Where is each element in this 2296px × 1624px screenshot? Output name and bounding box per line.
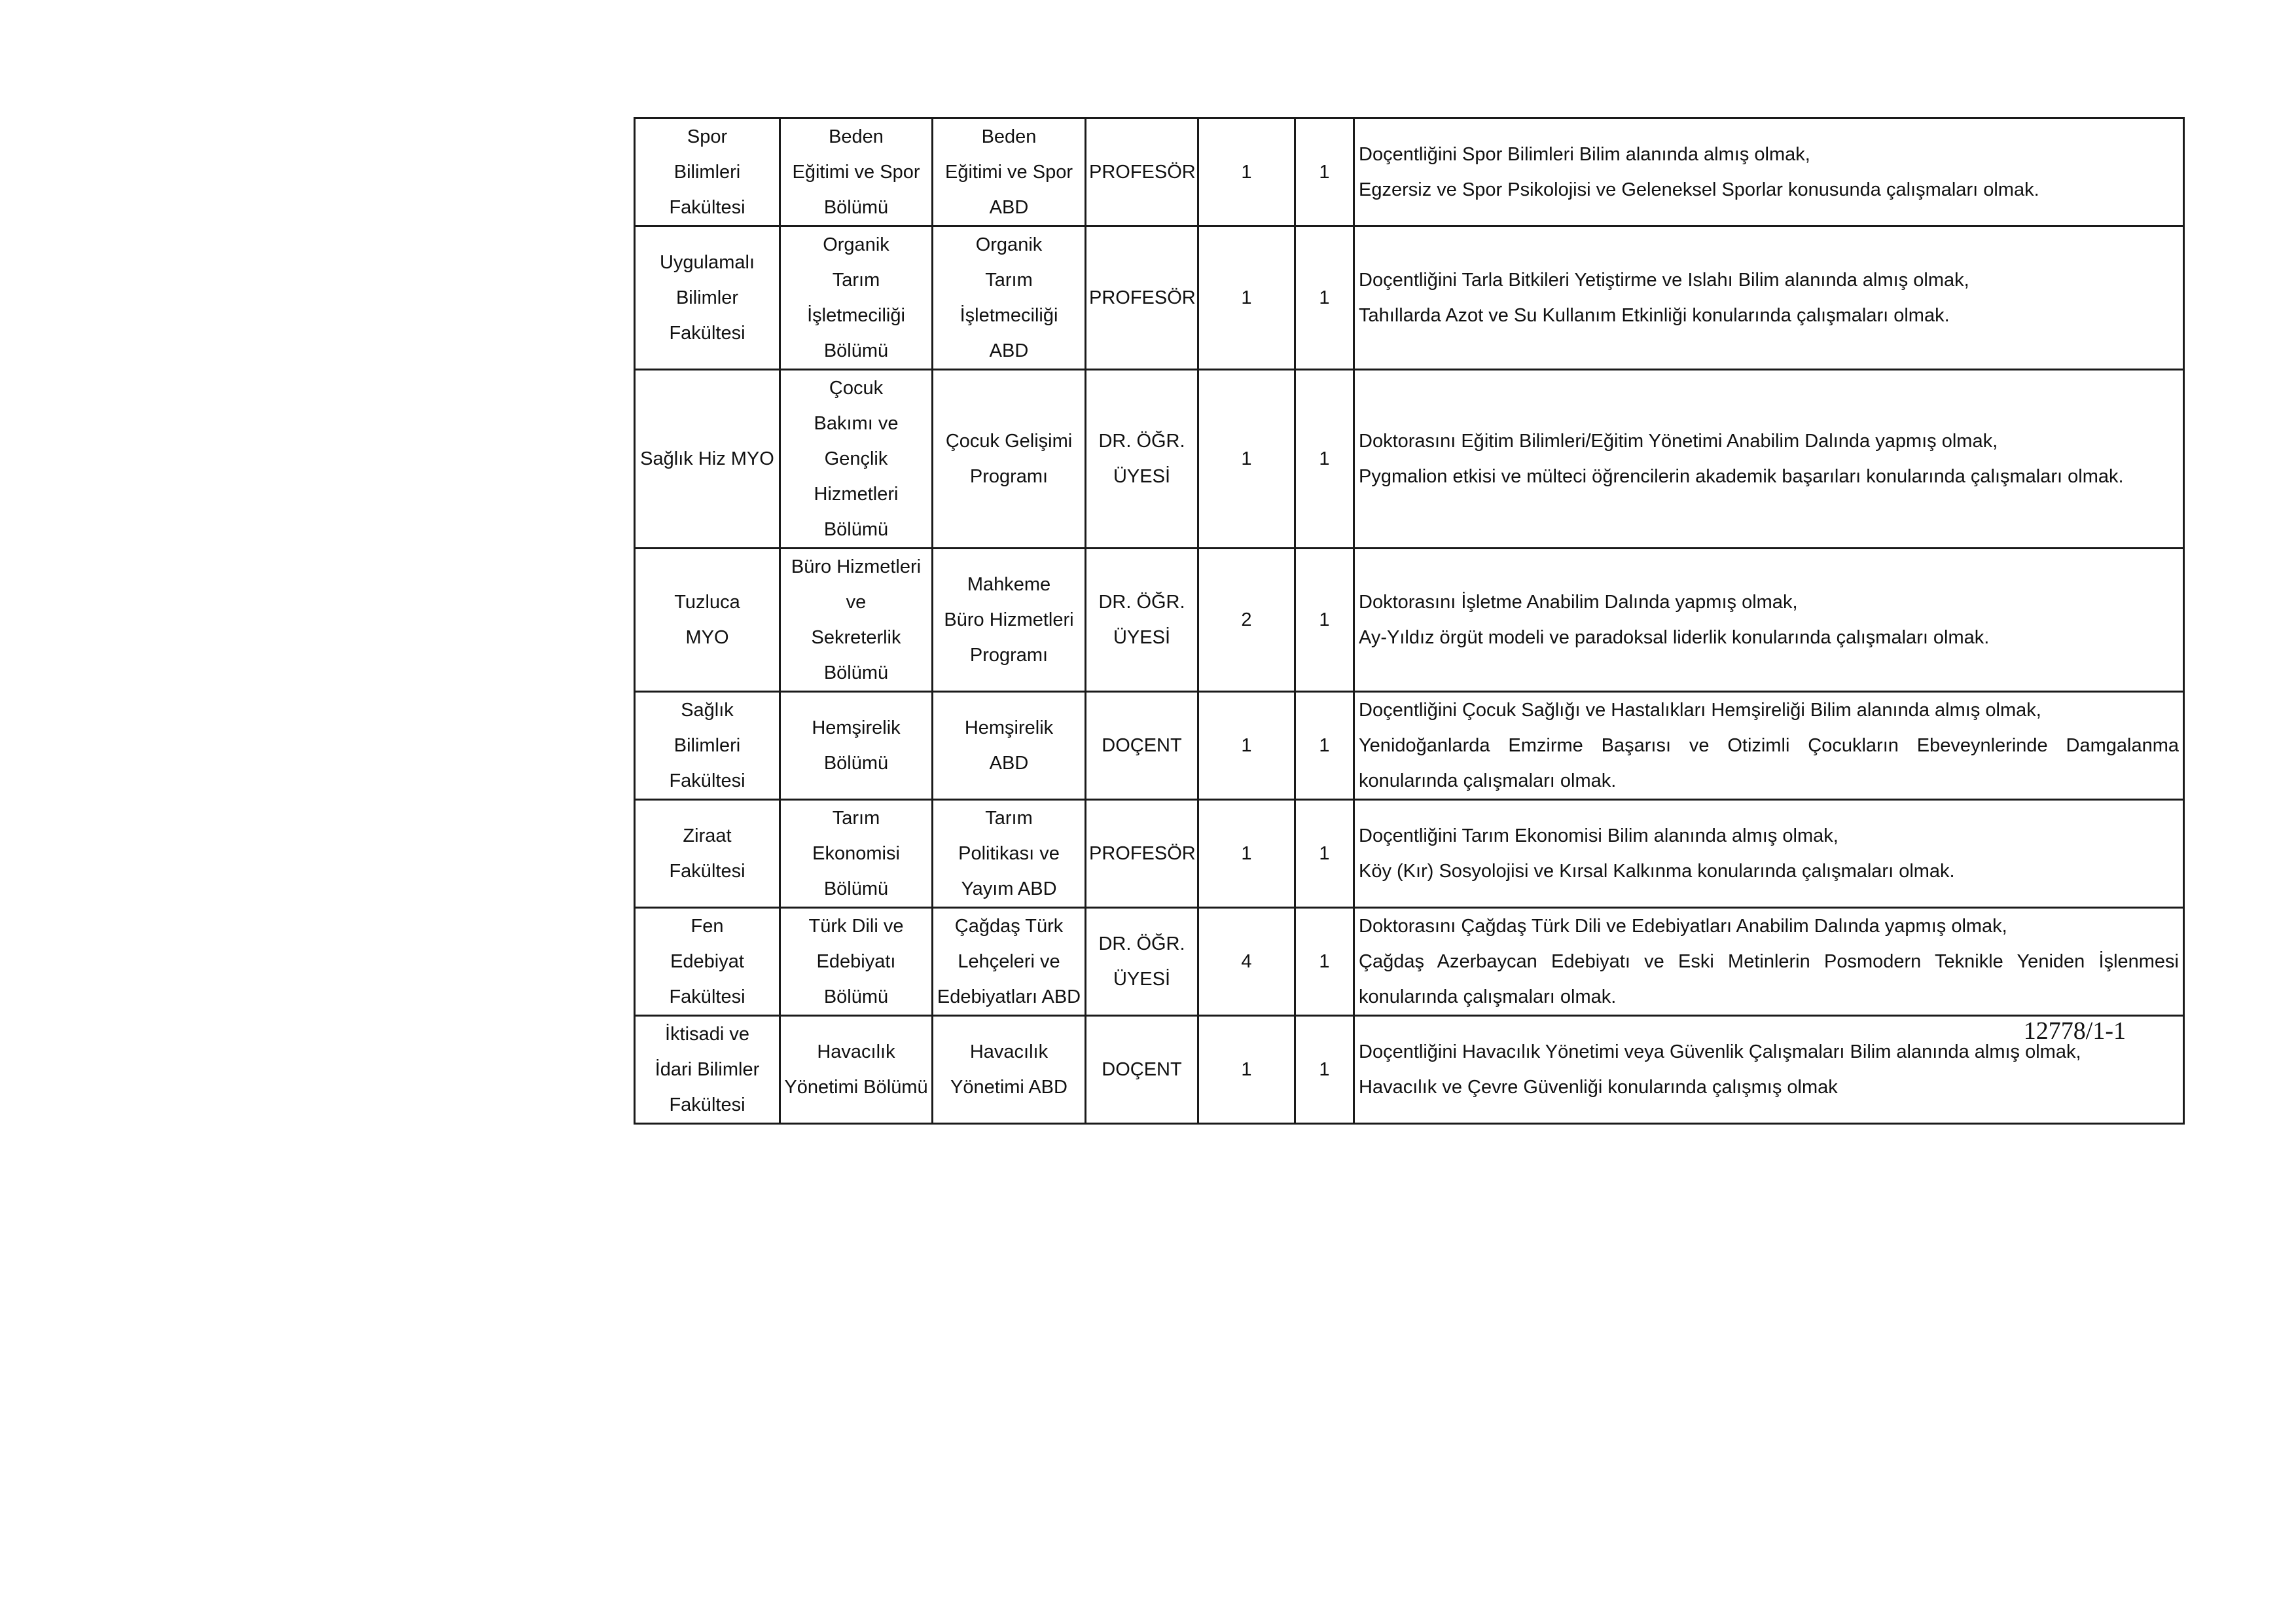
staff-degree-cell-text: 1 bbox=[1241, 735, 1252, 756]
table-row bbox=[635, 226, 2184, 370]
requirement-line: Doktorasını Çağdaş Türk Dili ve Edebiyatları Anabilim Dalında yapmış olmak, bbox=[1359, 916, 2007, 937]
table-row bbox=[635, 908, 2184, 1016]
title-cell bbox=[1086, 370, 1198, 549]
faculty-cell-text: Fen Edebiyat Fakültesi bbox=[669, 916, 745, 1007]
requirements-cell bbox=[1354, 692, 2184, 800]
staff-degree-cell-text: 2 bbox=[1241, 609, 1252, 630]
requirement-line: Pygmalion etkisi ve mülteci öğrencilerin akademik başarıları konularında çalışmaları olmak. bbox=[1359, 466, 2124, 487]
faculty-cell bbox=[635, 370, 780, 549]
division-cell-text: Organik Tarım İşletmeciliği ABD bbox=[960, 234, 1058, 361]
requirement-line: Doçentliğini Tarla Bitkileri Yetiştirme ve Islahı Bilim alanında almış olmak, bbox=[1359, 270, 1969, 291]
staff-degree-cell-text: 1 bbox=[1241, 1059, 1252, 1080]
title-cell bbox=[1086, 549, 1198, 692]
faculty-cell-text: Spor Bilimleri Fakültesi bbox=[669, 126, 745, 218]
staff-degree-cell bbox=[1198, 118, 1295, 226]
department-cell bbox=[780, 549, 933, 692]
department-cell-text: Büro Hizmetleri ve Sekreterlik Bölümü bbox=[791, 556, 922, 683]
requirement-line: Doçentliğini Havacılık Yönetimi veya Güvenlik Çalışmaları Bilim alanında almış olmak, bbox=[1359, 1041, 2081, 1062]
requirement-line: Çağdaş Azerbaycan Edebiyatı ve Eski Metinlerin Posmodern Teknikle Yeniden İşlenmesi konularında çalışmaları olmak. bbox=[1359, 951, 2179, 1007]
table-row bbox=[635, 800, 2184, 908]
title-cell bbox=[1086, 692, 1198, 800]
department-cell-text: Organik Tarım İşletmeciliği Bölümü bbox=[807, 234, 905, 361]
division-cell bbox=[933, 226, 1086, 370]
faculty-cell bbox=[635, 800, 780, 908]
staff-degree-cell bbox=[1198, 549, 1295, 692]
requirement-line: Doktorasını İşletme Anabilim Dalında yapmış olmak, bbox=[1359, 592, 1798, 613]
title-cell-text: DR. ÖĞR. ÜYESİ bbox=[1098, 431, 1185, 487]
division-cell-text: Tarım Politikası ve Yayım ABD bbox=[958, 808, 1060, 899]
faculty-cell-text: İktisadi ve İdari Bilimler Fakültesi bbox=[655, 1024, 760, 1115]
count-cell-text: 1 bbox=[1319, 735, 1330, 756]
requirements-cell bbox=[1354, 908, 2184, 1016]
requirement-line: Köy (Kır) Sosyolojisi ve Kırsal Kalkınma konularında çalışmaları olmak. bbox=[1359, 861, 1955, 882]
requirement-line: Tahıllarda Azot ve Su Kullanım Etkinliği konularında çalışmaları olmak. bbox=[1359, 305, 1950, 326]
faculty-cell-text: Ziraat Fakültesi bbox=[669, 825, 745, 882]
faculty-cell bbox=[635, 1016, 780, 1124]
requirements-cell bbox=[1354, 370, 2184, 549]
staff-degree-cell-text: 4 bbox=[1241, 951, 1252, 972]
count-cell bbox=[1295, 549, 1354, 692]
requirement-line: Havacılık ve Çevre Güvenliği konularında çalışmış olmak bbox=[1359, 1077, 1838, 1098]
positions-table bbox=[634, 117, 2185, 1125]
requirements-cell bbox=[1354, 800, 2184, 908]
faculty-cell-text: Sağlık Bilimleri Fakültesi bbox=[669, 700, 745, 791]
requirement-line: Doçentliğini Çocuk Sağlığı ve Hastalıkları Hemşireliği Bilim alanında almış olmak, bbox=[1359, 700, 2041, 721]
count-cell-text: 1 bbox=[1319, 287, 1330, 308]
requirements-cell bbox=[1354, 226, 2184, 370]
department-cell-text: Çocuk Bakımı ve Gençlik Hizmetleri Bölümü bbox=[814, 378, 899, 540]
staff-degree-cell-text: 1 bbox=[1241, 843, 1252, 864]
table-row bbox=[635, 1016, 2184, 1124]
faculty-cell-text: Sağlık Hiz MYO bbox=[640, 448, 774, 469]
faculty-cell-text: Uygulamalı Bilimler Fakültesi bbox=[659, 252, 755, 344]
division-cell bbox=[933, 370, 1086, 549]
department-cell bbox=[780, 1016, 933, 1124]
staff-degree-cell-text: 1 bbox=[1241, 162, 1252, 183]
department-cell-text: Beden Eğitimi ve Spor Bölümü bbox=[792, 126, 920, 218]
title-cell bbox=[1086, 226, 1198, 370]
faculty-cell bbox=[635, 549, 780, 692]
division-cell bbox=[933, 692, 1086, 800]
department-cell bbox=[780, 118, 933, 226]
staff-degree-cell bbox=[1198, 692, 1295, 800]
count-cell-text: 1 bbox=[1319, 843, 1330, 864]
faculty-cell bbox=[635, 118, 780, 226]
staff-degree-cell bbox=[1198, 370, 1295, 549]
division-cell bbox=[933, 549, 1086, 692]
division-cell-text: Çağdaş Türk Lehçeleri ve Edebiyatları ABD bbox=[937, 916, 1081, 1007]
department-cell bbox=[780, 370, 933, 549]
department-cell bbox=[780, 908, 933, 1016]
table-row bbox=[635, 118, 2184, 226]
division-cell-text: Beden Eğitimi ve Spor ABD bbox=[944, 126, 1073, 218]
count-cell bbox=[1295, 118, 1354, 226]
table-row bbox=[635, 549, 2184, 692]
title-cell-text: DR. ÖĞR. ÜYESİ bbox=[1098, 933, 1185, 990]
requirements-cell bbox=[1354, 118, 2184, 226]
division-cell-text: Mahkeme Büro Hizmetleri Programı bbox=[944, 574, 1074, 666]
count-cell-text: 1 bbox=[1319, 609, 1330, 630]
count-cell bbox=[1295, 226, 1354, 370]
count-cell bbox=[1295, 800, 1354, 908]
faculty-cell-text: Tuzluca MYO bbox=[674, 592, 740, 648]
division-cell-text: Hemşirelik ABD bbox=[964, 717, 1054, 774]
count-cell bbox=[1295, 1016, 1354, 1124]
division-cell bbox=[933, 118, 1086, 226]
department-cell bbox=[780, 226, 933, 370]
title-cell bbox=[1086, 118, 1198, 226]
department-cell-text: Tarım Ekonomisi Bölümü bbox=[812, 808, 900, 899]
title-cell bbox=[1086, 1016, 1198, 1124]
requirement-line: Ay-Yıldız örgüt modeli ve paradoksal liderlik konularında çalışmaları olmak. bbox=[1359, 627, 1990, 648]
division-cell-text: Havacılık Yönetimi ABD bbox=[950, 1041, 1067, 1098]
count-cell-text: 1 bbox=[1319, 1059, 1330, 1080]
table-row bbox=[635, 692, 2184, 800]
staff-degree-cell bbox=[1198, 908, 1295, 1016]
staff-degree-cell-text: 1 bbox=[1241, 448, 1252, 469]
title-cell-text: PROFESÖR bbox=[1089, 162, 1196, 183]
faculty-cell bbox=[635, 908, 780, 1016]
table-row bbox=[635, 370, 2184, 549]
staff-degree-cell-text: 1 bbox=[1241, 287, 1252, 308]
title-cell-text: PROFESÖR bbox=[1089, 287, 1196, 308]
division-cell bbox=[933, 1016, 1086, 1124]
requirements-cell bbox=[1354, 549, 2184, 692]
count-cell-text: 1 bbox=[1319, 162, 1330, 183]
title-cell-text: DOÇENT bbox=[1102, 1059, 1182, 1080]
department-cell bbox=[780, 692, 933, 800]
title-cell-text: PROFESÖR bbox=[1089, 843, 1196, 864]
title-cell bbox=[1086, 800, 1198, 908]
page-number: 12778/1-1 bbox=[2023, 1017, 2126, 1045]
count-cell-text: 1 bbox=[1319, 951, 1330, 972]
title-cell-text: DOÇENT bbox=[1102, 735, 1182, 756]
division-cell-text: Çocuk Gelişimi Programı bbox=[945, 431, 1073, 487]
division-cell bbox=[933, 908, 1086, 1016]
requirement-line: Doçentliğini Spor Bilimleri Bilim alanında almış olmak, bbox=[1359, 144, 1810, 165]
division-cell bbox=[933, 800, 1086, 908]
department-cell bbox=[780, 800, 933, 908]
faculty-cell bbox=[635, 692, 780, 800]
requirement-line: Doçentliğini Tarım Ekonomisi Bilim alanında almış olmak, bbox=[1359, 825, 1839, 846]
count-cell-text: 1 bbox=[1319, 448, 1330, 469]
requirement-line: Doktorasını Eğitim Bilimleri/Eğitim Yönetimi Anabilim Dalında yapmış olmak, bbox=[1359, 431, 1998, 452]
requirement-line: Egzersiz ve Spor Psikolojisi ve Geleneksel Sporlar konusunda çalışmaları olmak. bbox=[1359, 179, 2039, 200]
department-cell-text: Hemşirelik Bölümü bbox=[812, 717, 901, 774]
count-cell bbox=[1295, 908, 1354, 1016]
count-cell bbox=[1295, 692, 1354, 800]
title-cell bbox=[1086, 908, 1198, 1016]
department-cell-text: Türk Dili ve Edebiyatı Bölümü bbox=[808, 916, 904, 1007]
title-cell-text: DR. ÖĞR. ÜYESİ bbox=[1098, 592, 1185, 648]
table-body bbox=[635, 118, 2184, 1124]
requirement-line: Yenidoğanlarda Emzirme Başarısı ve Otizimli Çocukların Ebeveynlerinde Damgalanma konularında çalışmaları olmak. bbox=[1359, 735, 2179, 791]
staff-degree-cell bbox=[1198, 226, 1295, 370]
staff-degree-cell bbox=[1198, 800, 1295, 908]
department-cell-text: Havacılık Yönetimi Bölümü bbox=[784, 1041, 928, 1098]
staff-degree-cell bbox=[1198, 1016, 1295, 1124]
count-cell bbox=[1295, 370, 1354, 549]
faculty-cell bbox=[635, 226, 780, 370]
